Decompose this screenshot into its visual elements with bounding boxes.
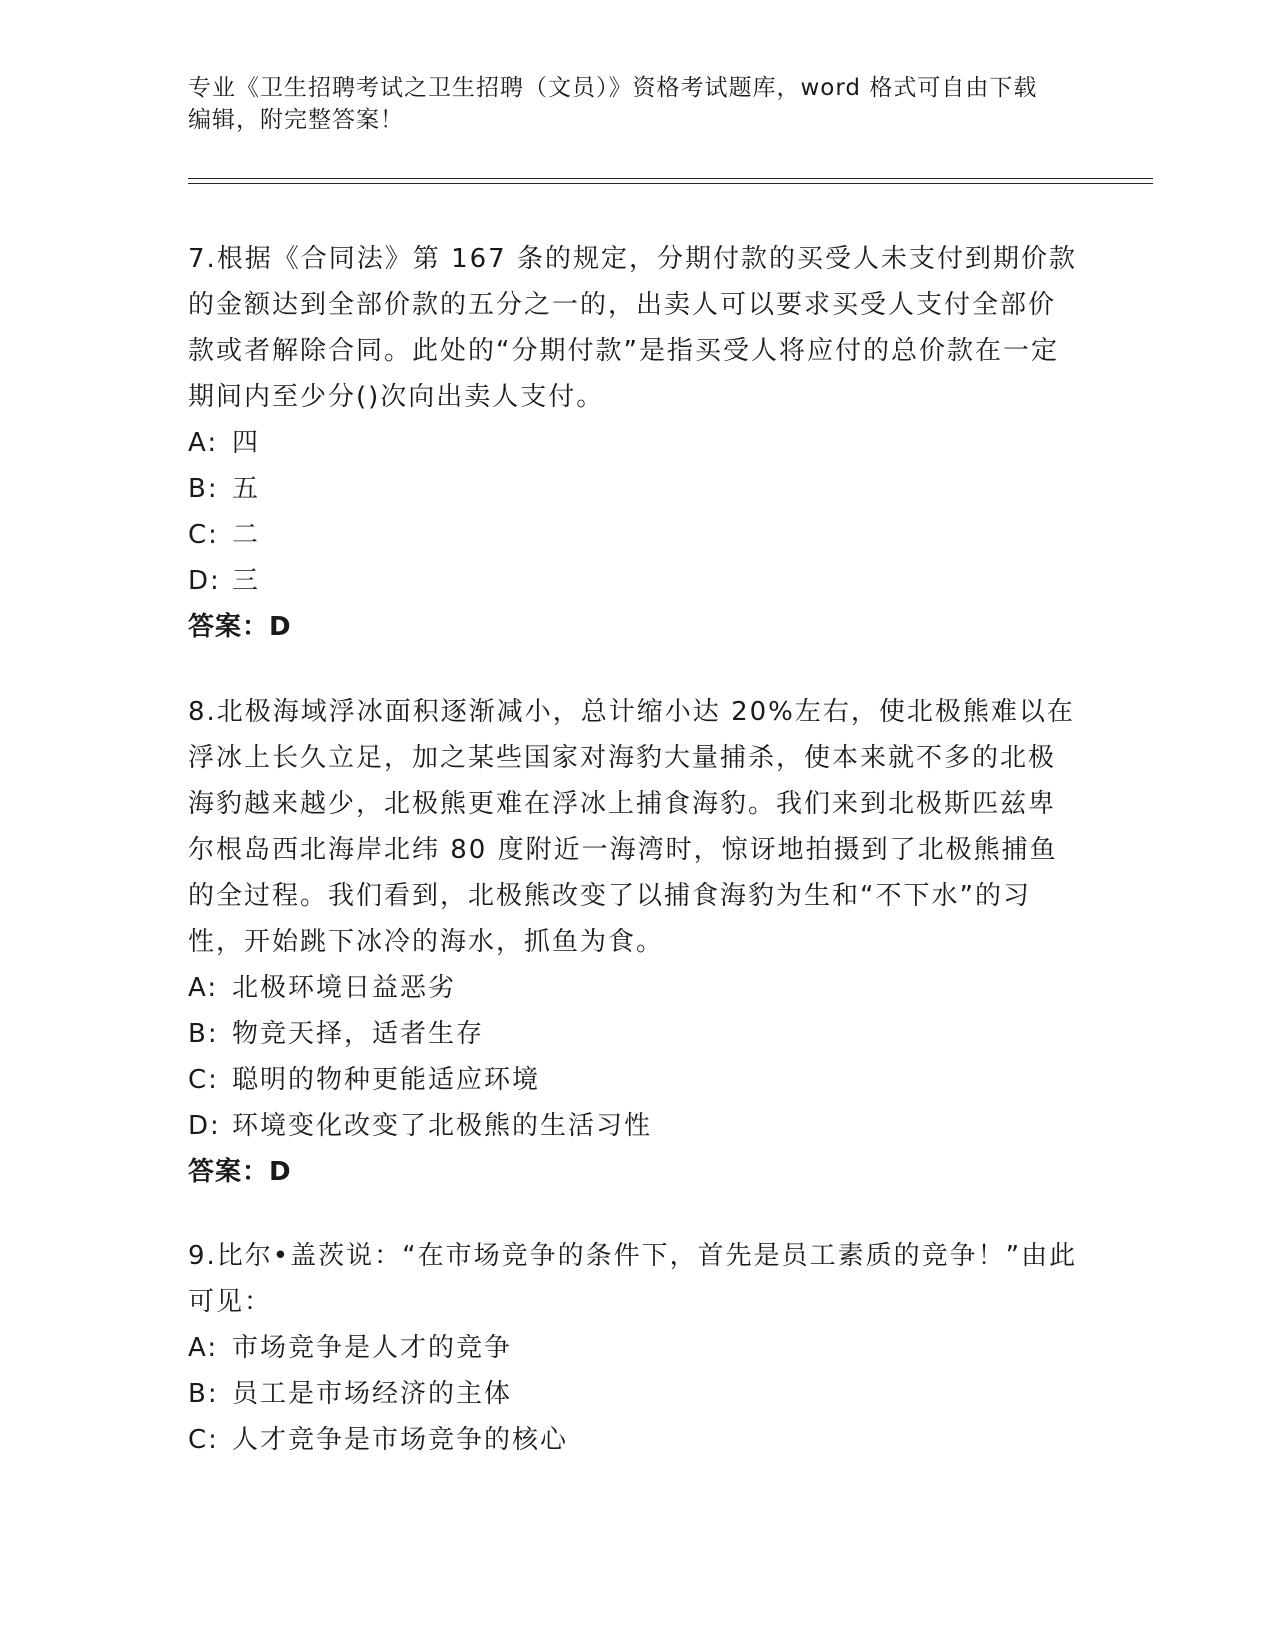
option-text: 三 — [232, 566, 261, 596]
option-text: 环境变化改变了北极熊的生活习性 — [232, 1111, 653, 1141]
header-divider-bottom — [188, 183, 1153, 184]
option-text: 北极环境日益恶劣 — [232, 973, 457, 1003]
option-text: 人才竞争是市场竞争的核心 — [232, 1425, 569, 1455]
option-key: A: — [188, 1333, 219, 1363]
header-divider-top — [188, 178, 1153, 179]
option-key: D: — [188, 566, 221, 596]
question-9 — [188, 1233, 1083, 1463]
option-b — [188, 466, 1083, 512]
question-8 — [188, 689, 1083, 1195]
option-text: 四 — [232, 428, 261, 458]
option-text: 聪明的物种更能适应环境 — [232, 1065, 541, 1095]
header-intro-line-1: 专业《卫生招聘考试之卫生招聘（文员）》资格考试题库，word 格式可自由下载 — [188, 75, 1038, 101]
option-key: C: — [188, 1065, 219, 1095]
option-a — [188, 965, 1083, 1011]
option-key: C: — [188, 1425, 219, 1455]
option-key: B: — [188, 1379, 219, 1409]
option-c — [188, 512, 1083, 558]
option-a — [188, 420, 1083, 466]
option-key: D: — [188, 1111, 221, 1141]
answer-line: 答案：D — [188, 612, 292, 642]
question-stem: 8.北极海域浮冰面积逐渐减小，总计缩小达 20%左右，使北极熊难以在浮冰上长久立足，加之某些国家对海豹大量捕杀，使本来就不多的北极海豹越来越少，北极熊更难在浮冰上捕食海豹。我们来到北极斯匹兹卑尔根岛西北海岸北纬 80 度附近一海湾时，惊讶地拍摄到了北极熊捕鱼的全过程。我们看到，北极熊改变了以捕食海豹为生和“不下水”的习性，开始跳下冰冷的海水，抓鱼为食。 — [188, 697, 1075, 957]
option-key: B: — [188, 474, 219, 504]
option-key: A: — [188, 973, 219, 1003]
option-a — [188, 1325, 1083, 1371]
option-b — [188, 1011, 1083, 1057]
option-text: 物竞天择，适者生存 — [232, 1019, 485, 1049]
option-text: 五 — [232, 474, 261, 504]
header-intro-line-2: 编辑，附完整答案！ — [188, 107, 404, 133]
option-c — [188, 1417, 1083, 1463]
option-key: A: — [188, 428, 219, 458]
option-text: 市场竞争是人才的竞争 — [232, 1333, 513, 1363]
option-d — [188, 1103, 1083, 1149]
option-c — [188, 1057, 1083, 1103]
option-d — [188, 558, 1083, 604]
document-header — [188, 72, 1068, 136]
answer-line: 答案：D — [188, 1157, 292, 1187]
question-7 — [188, 236, 1083, 650]
option-key: B: — [188, 1019, 219, 1049]
option-key: C: — [188, 520, 219, 550]
option-b — [188, 1371, 1083, 1417]
option-text: 员工是市场经济的主体 — [232, 1379, 513, 1409]
question-stem: 9.比尔•盖茨说：“在市场竞争的条件下，首先是员工素质的竞争！”由此可见： — [188, 1241, 1078, 1317]
option-text: 二 — [232, 520, 261, 550]
question-stem: 7.根据《合同法》第 167 条的规定，分期付款的买受人未支付到期价款的金额达到全部价款的五分之一的，出卖人可以要求买受人支付全部价款或者解除合同。此处的“分期付款”是指买受人将应付的总价款在一定期间内至少分()次向出卖人支付。 — [188, 244, 1077, 412]
